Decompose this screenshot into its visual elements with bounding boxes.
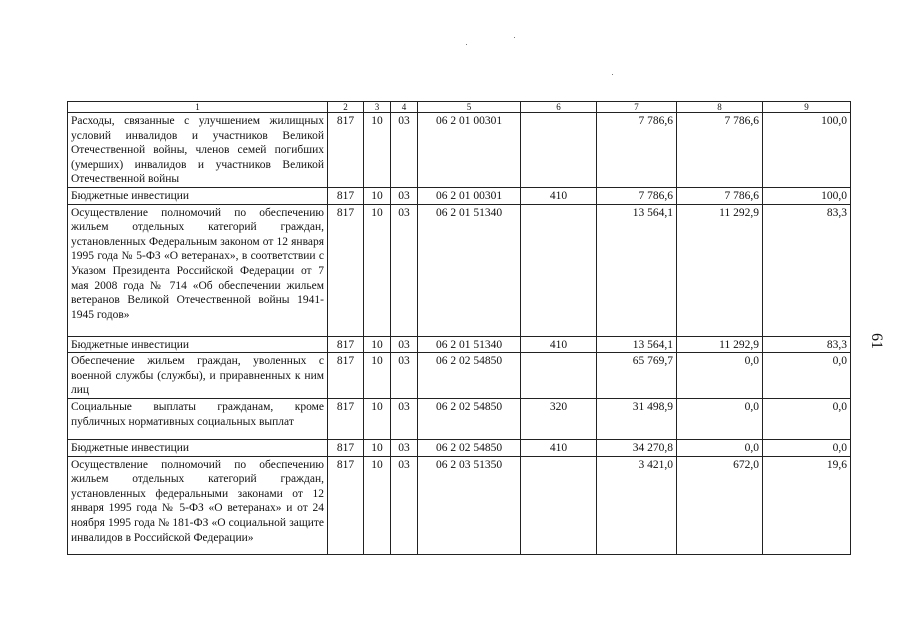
table-row <box>68 113 851 188</box>
glava-code: 817 <box>328 439 364 456</box>
glava-code: 817 <box>328 398 364 439</box>
execution-percent: 19,6 <box>763 456 851 554</box>
glava-code: 817 <box>328 204 364 336</box>
column-header: 4 <box>391 102 418 113</box>
column-header: 2 <box>328 102 364 113</box>
section-code: 10 <box>364 188 391 205</box>
expense-type-code: 410 <box>521 188 597 205</box>
expense-type-code <box>521 456 597 554</box>
target-article-code: 06 2 01 51340 <box>418 204 521 336</box>
planned-amount: 65 769,7 <box>597 353 677 399</box>
planned-amount: 13 564,1 <box>597 336 677 353</box>
execution-percent: 100,0 <box>763 113 851 188</box>
expense-type-code: 320 <box>521 398 597 439</box>
expense-name: Осуществление полномочий по обеспечению жильем отдельных категорий граждан, установленных федеральными законами от 12 января 1995 года № 5-ФЗ «О ветеранах» и от 24 ноября 1995 года № 181-ФЗ «О социальной защите инвалидов в Российской Федерации» <box>68 456 328 554</box>
execution-percent: 0,0 <box>763 353 851 399</box>
budget-table <box>67 101 851 555</box>
subsection-code: 03 <box>391 456 418 554</box>
column-header: 6 <box>521 102 597 113</box>
glava-code: 817 <box>328 113 364 188</box>
table-row <box>68 188 851 205</box>
actual-amount: 11 292,9 <box>677 204 763 336</box>
target-article-code: 06 2 01 00301 <box>418 188 521 205</box>
glava-code: 817 <box>328 456 364 554</box>
subsection-code: 03 <box>391 439 418 456</box>
table-row <box>68 353 851 399</box>
section-code: 10 <box>364 204 391 336</box>
execution-percent: 83,3 <box>763 336 851 353</box>
expense-name: Расходы, связанные с улучшением жилищных условий инвалидов и участников Великой Отечественной войны, членов семей погибших (умерших) инвалидов и участников Великой Отечественной войны <box>68 113 328 188</box>
glava-code: 817 <box>328 188 364 205</box>
glava-code: 817 <box>328 353 364 399</box>
actual-amount: 0,0 <box>677 353 763 399</box>
expense-type-code: 410 <box>521 439 597 456</box>
planned-amount: 34 270,8 <box>597 439 677 456</box>
column-header: 1 <box>68 102 328 113</box>
expense-type-code: 410 <box>521 336 597 353</box>
section-code: 10 <box>364 113 391 188</box>
actual-amount: 7 786,6 <box>677 188 763 205</box>
target-article-code: 06 2 03 51350 <box>418 456 521 554</box>
actual-amount: 0,0 <box>677 398 763 439</box>
expense-name: Социальные выплаты гражданам, кроме публичных нормативных социальных выплат <box>68 398 328 439</box>
table-row <box>68 439 851 456</box>
target-article-code: 06 2 02 54850 <box>418 439 521 456</box>
table-row <box>68 204 851 336</box>
subsection-code: 03 <box>391 204 418 336</box>
section-code: 10 <box>364 336 391 353</box>
section-code: 10 <box>364 456 391 554</box>
execution-percent: 0,0 <box>763 439 851 456</box>
table-row <box>68 456 851 554</box>
glava-code: 817 <box>328 336 364 353</box>
scan-speck <box>466 44 467 45</box>
actual-amount: 7 786,6 <box>677 113 763 188</box>
planned-amount: 7 786,6 <box>597 188 677 205</box>
table-row <box>68 398 851 439</box>
subsection-code: 03 <box>391 188 418 205</box>
expense-name: Бюджетные инвестиции <box>68 336 328 353</box>
expense-type-code <box>521 204 597 336</box>
target-article-code: 06 2 01 51340 <box>418 336 521 353</box>
page-number: 61 <box>868 333 885 349</box>
planned-amount: 31 498,9 <box>597 398 677 439</box>
subsection-code: 03 <box>391 353 418 399</box>
target-article-code: 06 2 02 54850 <box>418 353 521 399</box>
expense-type-code <box>521 113 597 188</box>
section-code: 10 <box>364 398 391 439</box>
scan-speck <box>612 74 613 75</box>
subsection-code: 03 <box>391 113 418 188</box>
target-article-code: 06 2 01 00301 <box>418 113 521 188</box>
table-row <box>68 336 851 353</box>
target-article-code: 06 2 02 54850 <box>418 398 521 439</box>
execution-percent: 83,3 <box>763 204 851 336</box>
column-header: 3 <box>364 102 391 113</box>
subsection-code: 03 <box>391 336 418 353</box>
column-header: 7 <box>597 102 677 113</box>
actual-amount: 0,0 <box>677 439 763 456</box>
expense-name: Обеспечение жильем граждан, уволенных с военной службы (службы), и приравненных к ним лиц <box>68 353 328 399</box>
column-header: 5 <box>418 102 521 113</box>
column-number-row <box>68 102 851 113</box>
planned-amount: 13 564,1 <box>597 204 677 336</box>
expense-name: Бюджетные инвестиции <box>68 439 328 456</box>
scan-speck <box>514 37 515 38</box>
expense-type-code <box>521 353 597 399</box>
subsection-code: 03 <box>391 398 418 439</box>
section-code: 10 <box>364 439 391 456</box>
section-code: 10 <box>364 353 391 399</box>
execution-percent: 0,0 <box>763 398 851 439</box>
actual-amount: 672,0 <box>677 456 763 554</box>
planned-amount: 7 786,6 <box>597 113 677 188</box>
column-header: 8 <box>677 102 763 113</box>
actual-amount: 11 292,9 <box>677 336 763 353</box>
expense-name: Осуществление полномочий по обеспечению жильем отдельных категорий граждан, установленных Федеральным законом от 12 января 1995 года № 5-ФЗ «О ветеранах», в соответствии с Указом Президента Российской Федерации от 7 мая 2008 года № 714 «Об обеспечении жильем ветеранов Великой Отечественной войны 1941-1945 годов» <box>68 204 328 336</box>
expense-name: Бюджетные инвестиции <box>68 188 328 205</box>
planned-amount: 3 421,0 <box>597 456 677 554</box>
column-header: 9 <box>763 102 851 113</box>
execution-percent: 100,0 <box>763 188 851 205</box>
